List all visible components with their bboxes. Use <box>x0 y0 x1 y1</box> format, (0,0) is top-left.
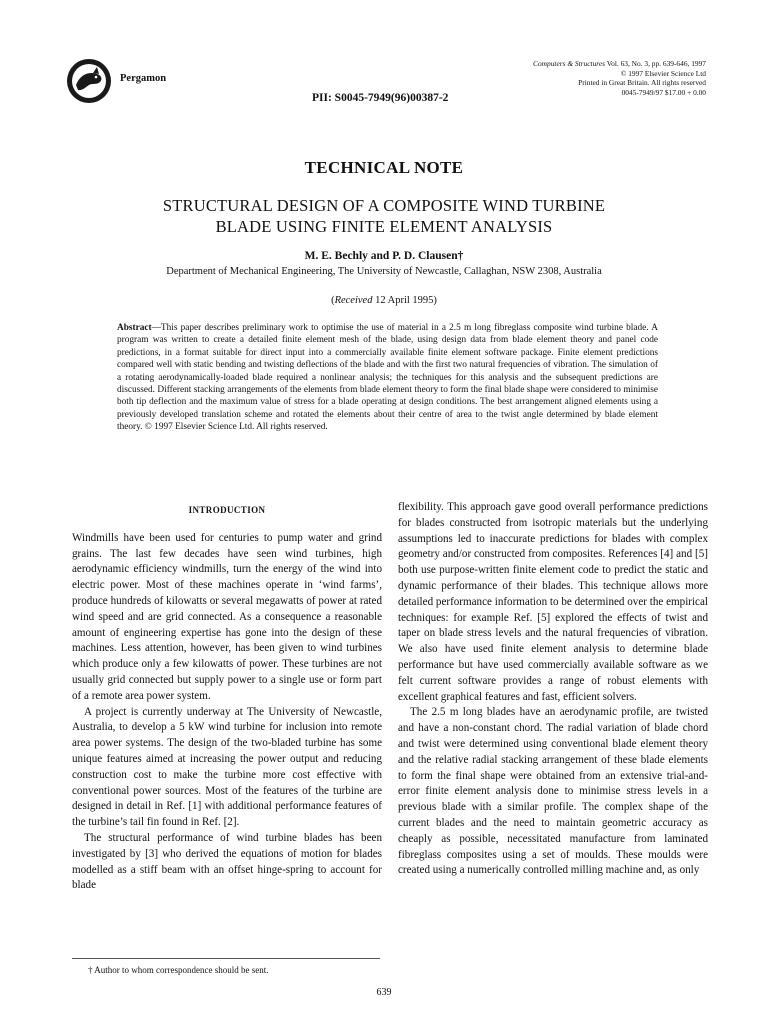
right-column <box>398 500 708 879</box>
paper-title-line-2: BLADE USING FINITE ELEMENT ANALYSIS <box>215 217 553 236</box>
footnote: † Author to whom correspondence should be sent. <box>88 965 269 975</box>
abstract-body: —This paper describes preliminary work to optimise the use of material in a 2.5 m long fibreglass composite wind turbine blade. A program was written to create a detailed finite element mesh of the blade, using design data from blade element theory and panel code predictions, in a format suitable for direct input into a commercially available finite element software package. Finite element predictions compared well with static bending and twisting deflections of the blade and with the first two natural frequencies of vibration. The simulation of a rotating aerodynamically-loaded blade required a nonlinear analysis; the techniques for this analysis and the subsequent predictions are discussed. Different stacking arrangements of the elements from blade element theory to form the final blade shape were considered to minimise both tip deflection and the maximum value of stress for a blade operating at design conditions. The best arrangement aligned elements using a previously developed translation scheme and rotated the elements about their centre of area to the twist angle determined by blade element theory. © 1997 Elsevier Science Ltd. All rights reserved. <box>117 323 658 433</box>
price-line: 0045-7949/97 $17.00 + 0.00 <box>621 87 706 97</box>
left-column <box>72 500 382 894</box>
abstract-label: Abstract <box>117 323 152 333</box>
affiliation: Department of Mechanical Engineering, The University of Newcastle, Callaghan, NSW 2308, Australia <box>166 266 602 277</box>
paragraph-1: Windmills have been used for centuries to pump water and grind grains. The last few decades have seen wind turbines, high aerodynamic efficiency windmills, turn the energy of the wind into electric power. Most of these machines operate in ‘wind farms’, produce hundreds of kilowatts or several megawatts of power at rated wind speed and are grid connected. As a consequence a reasonable amount of engineering expertise has gone into the design of these machines. Less attention, however, has been given to wind turbines which produce only a few kilowatts of power. These turbines are not usually grid connected but supply power to a single use or form part of a remote area power system. <box>72 531 382 702</box>
printed-line: Printed in Great Britain. All rights reserved <box>578 78 706 88</box>
copyright-line: © 1997 Elsevier Science Ltd <box>620 68 706 78</box>
paragraph-2: A project is currently underway at The University of Newcastle, Australia, to develop a 5 kW wind turbine for inclusion into remote area power systems. The design of the two-bladed turbine has some unique features aimed at increasing the power output and reducing construction cost to make the turbine more cost effective with conventional power sources. Most of the features of the turbine are designed in detail in Ref. [1] with additional performance features of the turbine’s tail fin found in Ref. [2]. <box>72 705 382 829</box>
page-number: 639 <box>376 987 392 998</box>
publisher-name: Pergamon <box>120 73 167 84</box>
paragraph-4: flexibility. This approach gave good overall performance predictions for blades constructed from isotropic materials but the underlying assumptions led to inaccurate predictions for blades with complex geometry and/or constructed from composites. References [4] and [5] both use purpose-written finite element code to predict the static and dynamic performance of their blades. This technique allows more detailed performance information to be determined over the empirical techniques: for example Ref. [5] explored the effects of twist and taper on blade stress levels and the natural frequencies of vibration. We also have used finite element analysis to determine blade performance but have used commercially available software as we felt current software provides a range of robust elements with excellent graphical features and fast, efficient solvers. <box>398 501 708 703</box>
abstract <box>117 322 658 434</box>
paper-title <box>80 195 688 237</box>
section-heading-introduction: INTRODUCTION <box>188 505 266 515</box>
journal-name: Computers & Structures <box>533 59 606 68</box>
received-year: 1995) <box>409 295 437 306</box>
received-day: 12 April <box>372 295 410 306</box>
received-open: ( <box>331 295 335 306</box>
authors: M. E. Bechly and P. D. Clausen† <box>304 250 464 262</box>
note-type-heading: TECHNICAL NOTE <box>304 158 464 177</box>
pergamon-logo-icon <box>66 58 112 104</box>
paragraph-3: The structural performance of wind turbine blades has been investigated by [3] who derived the equations of motion for blades modelled as a stiff beam with an offset hinge-spring to account for blade <box>72 831 382 892</box>
paper-title-line-1: STRUCTURAL DESIGN OF A COMPOSITE WIND TURBINE <box>162 196 606 215</box>
pii-identifier: PII: S0045-7949(96)00387-2 <box>312 92 449 104</box>
received-date <box>0 295 768 306</box>
journal-reference <box>406 59 706 69</box>
footnote-divider <box>72 958 380 959</box>
journal-volume: Vol. 63, No. 3, pp. 639-646, 1997 <box>605 59 706 68</box>
paragraph-5: The 2.5 m long blades have an aerodynamic profile, are twisted and have a non-constant chord. The radial variation of blade chord and twist were determined using conventional blade element theory and the relative radial stacking arrangement of these blade elements to form the final shape were obtained from an extensive trial-and-error finite element analysis done to minimise stress levels in a previous blade with a similar profile. The complex shape of the current blades and the need to maintain geometric accuracy as cheaply as possible, necessitated manufacture from laminated fibreglass composites using a set of moulds. These moulds were created using a numerically controlled milling machine and, as only <box>398 706 708 877</box>
journal-info <box>406 59 706 97</box>
received-label: Received <box>334 295 373 306</box>
